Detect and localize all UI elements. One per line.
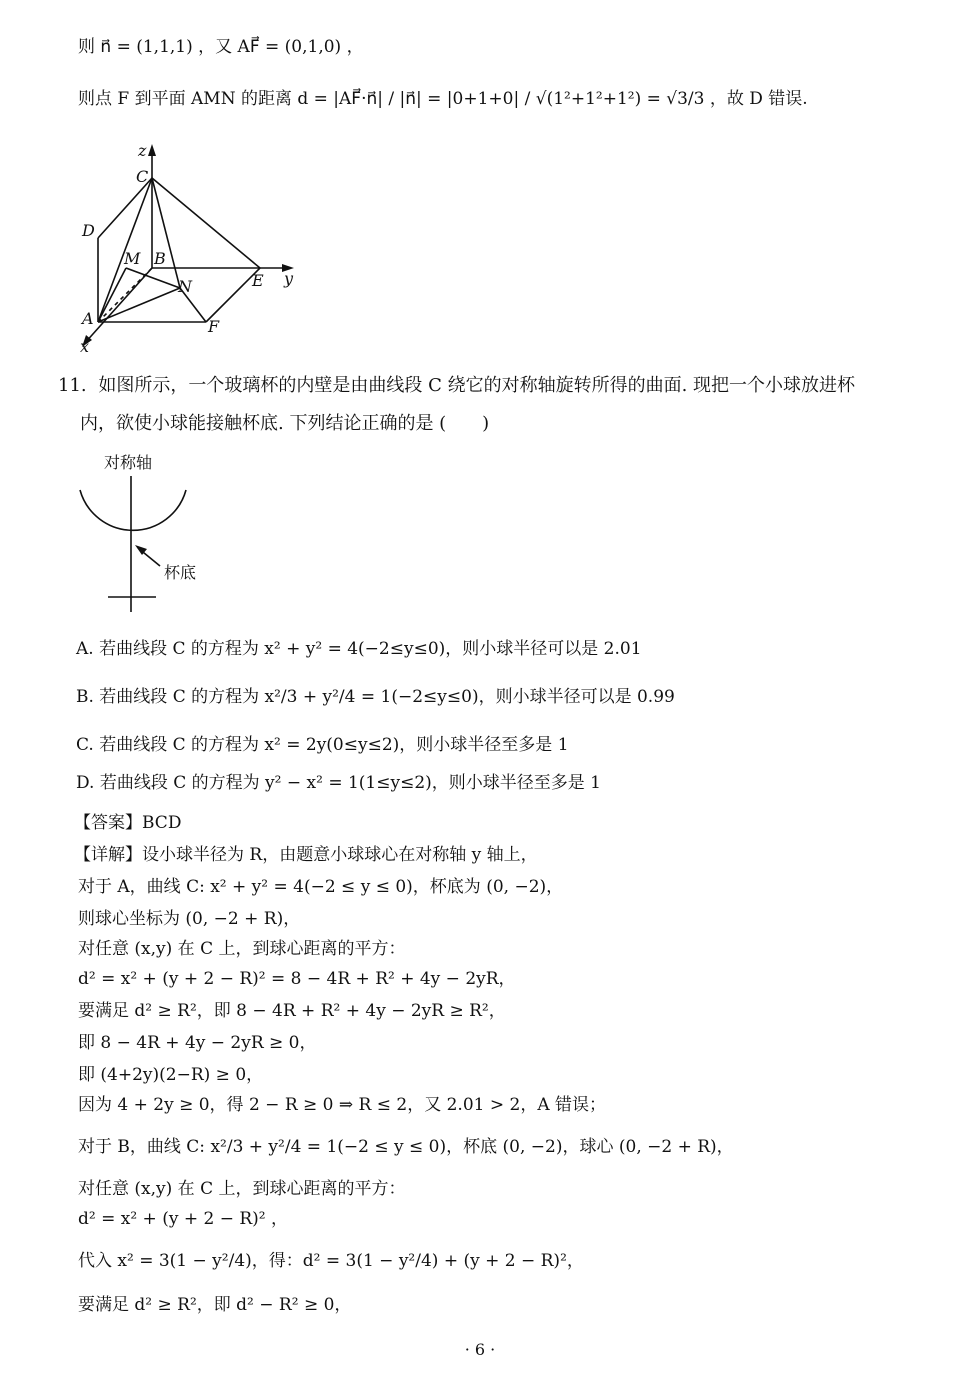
- label-m: M: [124, 249, 141, 268]
- label-z: z: [138, 141, 147, 160]
- solution-line: d² = x² + (y + 2 − R)² ，: [78, 1209, 289, 1229]
- label-a: A: [82, 309, 94, 328]
- axis-label: 对称轴: [104, 453, 153, 472]
- edge-dc: [98, 178, 152, 238]
- solution-line: 要满足 d² ≥ R²，即 d² − R² ≥ 0，: [78, 1295, 352, 1315]
- z-arrow: [148, 144, 156, 156]
- solution-line: 代入 x² = 3(1 − y²/4)，得：d² = 3(1 − y²/4) + (y + 2 − R)²，: [78, 1251, 584, 1271]
- label-b: B: [154, 249, 166, 268]
- solution-line: 对于 A，曲线 C: x² + y² = 4(−2 ≤ y ≤ 0)，杯底为 (0, −2)，: [78, 877, 564, 897]
- derivation-line-2: 则点 F 到平面 AMN 的距离 d = |AF⃗·n⃗| / |n⃗| = |0+1+0| / √(1²+1²+1²) = √3/3 ，故 D 错误.: [78, 89, 808, 109]
- option-a: A. 若曲线段 C 的方程为 x² + y² = 4(−2≤y≤0)，则小球半径可以是 2.01: [76, 639, 642, 659]
- solution-line: 即 (4+2y)(2−R) ≥ 0，: [78, 1065, 264, 1085]
- solution-line: 因为 4 + 2y ≥ 0，得 2 − R ≥ 0 ⇒ R ≤ 2，又 2.01 > 2，A 错误；: [78, 1095, 607, 1115]
- solution-line: 【详解】设小球半径为 R，由题意小球球心在对称轴 y 轴上，: [74, 845, 538, 865]
- solution-line: 对任意 (x,y) 在 C 上，到球心距离的平方：: [78, 1179, 406, 1199]
- solution-line: 对任意 (x,y) 在 C 上，到球心距离的平方：: [78, 939, 406, 959]
- solution-line: 则球心坐标为 (0, −2 + R)，: [78, 909, 301, 929]
- edge-an: [98, 288, 180, 322]
- bottom-label: 杯底: [164, 563, 197, 582]
- solution-line: 要满足 d² ≥ R²，即 8 − 4R + R² + 4y − 2yR ≥ R²，: [78, 1001, 506, 1021]
- question-text-1: 如图所示，一个玻璃杯的内壁是由曲线段 C 绕它的对称轴旋转所得的曲面. 现把一个小球放进杯: [98, 375, 856, 396]
- question-number: 11.: [58, 375, 87, 396]
- derivation-line-1: 则 n⃗ = (1,1,1) ，又 AF⃗ = (0,1,0) ，: [78, 37, 364, 57]
- label-e: E: [252, 271, 264, 290]
- label-f: F: [208, 317, 220, 336]
- option-d: D. 若曲线段 C 的方程为 y² − x² = 1(1≤y≤2)，则小球半径至多是 1: [76, 773, 601, 793]
- option-c: C. 若曲线段 C 的方程为 x² = 2y(0≤y≤2)，则小球半径至多是 1: [76, 735, 569, 755]
- edge-cn: [152, 178, 180, 288]
- edge-ab-dashed: [98, 268, 152, 322]
- option-b: B. 若曲线段 C 的方程为 x²/3 + y²/4 = 1(−2≤y≤0)，则小球半径可以是 0.99: [76, 687, 675, 707]
- label-c: C: [136, 167, 149, 186]
- label-d: D: [82, 221, 95, 240]
- question-text-2: 内，欲使小球能接触杯底. 下列结论正确的是 ( ): [80, 413, 490, 434]
- question-11: [58, 374, 855, 398]
- page-number: · 6 ·: [464, 1340, 496, 1359]
- label-y: y: [284, 269, 294, 288]
- solution-line: 对于 B，曲线 C: x²/3 + y²/4 = 1(−2 ≤ y ≤ 0)，杯底 (0, −2)，球心 (0, −2 + R)，: [78, 1137, 734, 1157]
- solution-line: 即 8 − 4R + 4y − 2yR ≥ 0，: [78, 1033, 317, 1053]
- edge-ce: [152, 178, 260, 268]
- glass-curve: [80, 490, 186, 530]
- figure-glass: [80, 476, 186, 612]
- label-x: x: [80, 337, 90, 356]
- x-axis: [84, 268, 152, 344]
- label-n: N: [178, 277, 192, 296]
- solution-line: d² = x² + (y + 2 − R)² = 8 − 4R + R² + 4y − 2yR，: [78, 969, 516, 989]
- answer-line: 【答案】BCD: [74, 813, 182, 833]
